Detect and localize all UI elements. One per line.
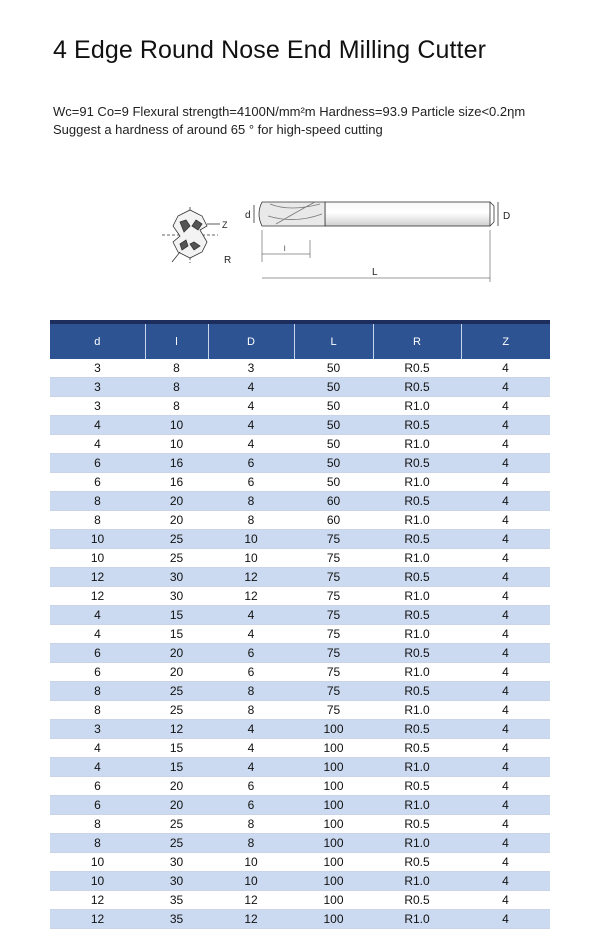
table-cell: 16 xyxy=(145,473,208,492)
table-row xyxy=(50,701,550,720)
table-cell: 4 xyxy=(461,910,550,929)
table-row xyxy=(50,644,550,663)
table-cell: 8 xyxy=(208,492,294,511)
table-cell: 6 xyxy=(50,473,145,492)
table-cell: 35 xyxy=(145,891,208,910)
table-cell: 4 xyxy=(461,644,550,663)
table-cell: 30 xyxy=(145,853,208,872)
table-cell: 4 xyxy=(461,872,550,891)
table-cell: 12 xyxy=(208,587,294,606)
table-cell: 12 xyxy=(208,568,294,587)
table-cell: 60 xyxy=(294,492,373,511)
table-cell: 4 xyxy=(461,397,550,416)
table-cell: 75 xyxy=(294,682,373,701)
table-row xyxy=(50,910,550,929)
table-cell: R0.5 xyxy=(373,644,461,663)
table-cell: 4 xyxy=(461,815,550,834)
table-cell: 4 xyxy=(461,758,550,777)
table-row xyxy=(50,416,550,435)
label-d-small: d xyxy=(245,210,251,221)
table-cell: 20 xyxy=(145,796,208,815)
table-row xyxy=(50,530,550,549)
col-header-d: d xyxy=(50,324,145,359)
table-row xyxy=(50,359,550,378)
table-cell: 6 xyxy=(50,796,145,815)
table-cell: 20 xyxy=(145,511,208,530)
table-cell: R0.5 xyxy=(373,815,461,834)
table-cell: 25 xyxy=(145,701,208,720)
table-cell: 4 xyxy=(461,720,550,739)
table-cell: 100 xyxy=(294,853,373,872)
table-row xyxy=(50,796,550,815)
table-row xyxy=(50,549,550,568)
table-cell: 12 xyxy=(208,910,294,929)
table-row xyxy=(50,758,550,777)
table-cell: 3 xyxy=(50,359,145,378)
label-l-large: L xyxy=(372,267,378,278)
table-cell: 4 xyxy=(208,378,294,397)
table-cell: 8 xyxy=(50,815,145,834)
table-cell: 100 xyxy=(294,796,373,815)
table-cell: 6 xyxy=(50,454,145,473)
table-cell: 75 xyxy=(294,587,373,606)
table-cell: 3 xyxy=(50,378,145,397)
table-cell: R1.0 xyxy=(373,435,461,454)
table-cell: 8 xyxy=(50,492,145,511)
table-cell: R0.5 xyxy=(373,454,461,473)
table-cell: 4 xyxy=(461,587,550,606)
table-cell: R1.0 xyxy=(373,701,461,720)
table-cell: 4 xyxy=(461,416,550,435)
table-cell: 4 xyxy=(208,739,294,758)
table-cell: 8 xyxy=(50,701,145,720)
table-cell: 6 xyxy=(208,777,294,796)
table-row xyxy=(50,872,550,891)
table-cell: 30 xyxy=(145,568,208,587)
table-cell: 8 xyxy=(50,834,145,853)
table-row xyxy=(50,853,550,872)
table-header-row xyxy=(50,324,550,359)
table-cell: R0.5 xyxy=(373,777,461,796)
table-cell: 75 xyxy=(294,625,373,644)
col-header-Z: Z xyxy=(461,324,550,359)
table-cell: 100 xyxy=(294,777,373,796)
table-row xyxy=(50,739,550,758)
cutter-end-view xyxy=(162,207,220,263)
label-r: R xyxy=(224,255,232,266)
table-cell: 4 xyxy=(208,720,294,739)
table-cell: 6 xyxy=(50,663,145,682)
table-cell: 75 xyxy=(294,549,373,568)
table-cell: 4 xyxy=(461,378,550,397)
table-cell: 4 xyxy=(461,853,550,872)
table-cell: 30 xyxy=(145,872,208,891)
table-cell: 4 xyxy=(461,625,550,644)
table-cell: 3 xyxy=(50,720,145,739)
table-cell: 100 xyxy=(294,910,373,929)
table-cell: R0.5 xyxy=(373,682,461,701)
table-cell: 10 xyxy=(50,853,145,872)
col-header-D: D xyxy=(208,324,294,359)
table-cell: 15 xyxy=(145,625,208,644)
table-cell: 4 xyxy=(461,739,550,758)
table-cell: 4 xyxy=(461,891,550,910)
table-cell: 15 xyxy=(145,606,208,625)
table-row xyxy=(50,378,550,397)
table-cell: 4 xyxy=(50,416,145,435)
table-cell: R1.0 xyxy=(373,473,461,492)
table-cell: 10 xyxy=(208,549,294,568)
table-cell: 20 xyxy=(145,777,208,796)
table-cell: 4 xyxy=(461,454,550,473)
table-cell: 6 xyxy=(208,663,294,682)
table-row xyxy=(50,606,550,625)
col-header-L: L xyxy=(294,324,373,359)
table-cell: 4 xyxy=(461,777,550,796)
table-cell: 4 xyxy=(461,606,550,625)
spec-table xyxy=(50,324,550,929)
table-cell: 4 xyxy=(461,682,550,701)
table-cell: R0.5 xyxy=(373,492,461,511)
table-row xyxy=(50,435,550,454)
table-row xyxy=(50,511,550,530)
table-cell: 20 xyxy=(145,492,208,511)
page-title: 4 Edge Round Nose End Milling Cutter xyxy=(53,36,487,64)
table-cell: 4 xyxy=(461,701,550,720)
table-cell: 8 xyxy=(145,378,208,397)
table-cell: 75 xyxy=(294,701,373,720)
table-cell: 100 xyxy=(294,739,373,758)
table-cell: 4 xyxy=(461,492,550,511)
table-row xyxy=(50,587,550,606)
table-cell: 50 xyxy=(294,473,373,492)
table-row xyxy=(50,663,550,682)
table-cell: 12 xyxy=(50,587,145,606)
table-cell: 20 xyxy=(145,644,208,663)
table-cell: 4 xyxy=(461,511,550,530)
table-cell: R0.5 xyxy=(373,891,461,910)
label-d-large: D xyxy=(503,211,511,222)
table-body xyxy=(50,359,550,929)
table-row xyxy=(50,454,550,473)
table-cell: 10 xyxy=(208,872,294,891)
table-cell: 12 xyxy=(208,891,294,910)
table-cell: 50 xyxy=(294,397,373,416)
table-cell: 12 xyxy=(50,910,145,929)
table-cell: 12 xyxy=(50,568,145,587)
table-cell: 75 xyxy=(294,644,373,663)
spec-line-hardness: Suggest a hardness of around 65 ° for high-speed cutting xyxy=(53,122,383,137)
table-row xyxy=(50,815,550,834)
table-cell: 25 xyxy=(145,682,208,701)
table-cell: 4 xyxy=(50,739,145,758)
table-cell: R1.0 xyxy=(373,663,461,682)
table-cell: 12 xyxy=(50,891,145,910)
table-row xyxy=(50,397,550,416)
table-cell: 60 xyxy=(294,511,373,530)
table-cell: 6 xyxy=(50,777,145,796)
table-cell: 6 xyxy=(50,644,145,663)
table-cell: R0.5 xyxy=(373,416,461,435)
spec-table-container xyxy=(50,320,550,929)
table-row xyxy=(50,777,550,796)
table-cell: 4 xyxy=(50,758,145,777)
table-row xyxy=(50,834,550,853)
table-cell: 4 xyxy=(461,435,550,454)
table-cell: 8 xyxy=(208,511,294,530)
table-cell: 6 xyxy=(208,454,294,473)
table-cell: 15 xyxy=(145,758,208,777)
table-cell: 10 xyxy=(50,872,145,891)
table-cell: 4 xyxy=(461,834,550,853)
table-cell: 16 xyxy=(145,454,208,473)
table-cell: 8 xyxy=(208,682,294,701)
table-cell: 75 xyxy=(294,530,373,549)
table-cell: R1.0 xyxy=(373,397,461,416)
table-cell: 15 xyxy=(145,739,208,758)
table-cell: 10 xyxy=(50,549,145,568)
table-row xyxy=(50,473,550,492)
table-cell: 50 xyxy=(294,416,373,435)
table-cell: 20 xyxy=(145,663,208,682)
table-cell: 35 xyxy=(145,910,208,929)
table-cell: 10 xyxy=(145,416,208,435)
table-cell: 50 xyxy=(294,435,373,454)
table-cell: 4 xyxy=(208,416,294,435)
table-cell: R1.0 xyxy=(373,872,461,891)
table-cell: 4 xyxy=(208,606,294,625)
table-cell: R1.0 xyxy=(373,625,461,644)
table-cell: 3 xyxy=(208,359,294,378)
table-cell: 10 xyxy=(208,853,294,872)
table-cell: 100 xyxy=(294,720,373,739)
table-cell: R0.5 xyxy=(373,720,461,739)
table-cell: 3 xyxy=(50,397,145,416)
table-cell: 4 xyxy=(461,530,550,549)
table-cell: R1.0 xyxy=(373,758,461,777)
table-cell: R1.0 xyxy=(373,910,461,929)
table-cell: 50 xyxy=(294,378,373,397)
table-cell: 30 xyxy=(145,587,208,606)
table-row xyxy=(50,720,550,739)
table-cell: 100 xyxy=(294,815,373,834)
table-cell: R1.0 xyxy=(373,511,461,530)
table-cell: 10 xyxy=(145,435,208,454)
table-cell: 75 xyxy=(294,663,373,682)
table-row xyxy=(50,891,550,910)
table-cell: R0.5 xyxy=(373,530,461,549)
table-cell: 12 xyxy=(145,720,208,739)
table-cell: 8 xyxy=(145,359,208,378)
table-cell: 4 xyxy=(461,549,550,568)
table-cell: R0.5 xyxy=(373,739,461,758)
table-cell: R0.5 xyxy=(373,568,461,587)
table-cell: 25 xyxy=(145,549,208,568)
table-cell: 4 xyxy=(208,435,294,454)
table-cell: 4 xyxy=(50,625,145,644)
table-cell: 4 xyxy=(461,568,550,587)
cutter-diagram xyxy=(150,180,530,290)
table-cell: 25 xyxy=(145,530,208,549)
table-cell: 4 xyxy=(208,397,294,416)
table-row xyxy=(50,682,550,701)
table-cell: 8 xyxy=(145,397,208,416)
table-cell: R0.5 xyxy=(373,359,461,378)
table-cell: 8 xyxy=(208,815,294,834)
table-cell: 25 xyxy=(145,815,208,834)
table-cell: 4 xyxy=(208,758,294,777)
table-cell: 6 xyxy=(208,473,294,492)
table-cell: 25 xyxy=(145,834,208,853)
table-cell: 8 xyxy=(50,682,145,701)
table-cell: R0.5 xyxy=(373,853,461,872)
table-cell: 4 xyxy=(50,606,145,625)
table-cell: R0.5 xyxy=(373,378,461,397)
table-cell: 10 xyxy=(50,530,145,549)
table-cell: 75 xyxy=(294,606,373,625)
table-cell: 10 xyxy=(208,530,294,549)
table-row xyxy=(50,492,550,511)
spec-text xyxy=(53,103,525,139)
table-cell: 100 xyxy=(294,872,373,891)
table-cell: 8 xyxy=(50,511,145,530)
table-cell: 50 xyxy=(294,454,373,473)
table-cell: R1.0 xyxy=(373,587,461,606)
table-cell: 4 xyxy=(50,435,145,454)
col-header-R: R xyxy=(373,324,461,359)
table-cell: 4 xyxy=(461,663,550,682)
spec-line-material: Wc=91 Co=9 Flexural strength=4100N/mm²m Hardness=93.9 Particle size<0.2ηm xyxy=(53,104,526,119)
table-cell: R1.0 xyxy=(373,796,461,815)
table-cell: 100 xyxy=(294,834,373,853)
col-header-l: l xyxy=(145,324,208,359)
table-cell: R1.0 xyxy=(373,834,461,853)
table-row xyxy=(50,625,550,644)
table-cell: 75 xyxy=(294,568,373,587)
table-cell: 100 xyxy=(294,758,373,777)
table-cell: 8 xyxy=(208,834,294,853)
table-cell: 4 xyxy=(461,473,550,492)
table-cell: 4 xyxy=(461,796,550,815)
table-cell: 4 xyxy=(208,625,294,644)
table-cell: 100 xyxy=(294,891,373,910)
table-cell: 50 xyxy=(294,359,373,378)
table-cell: 4 xyxy=(461,359,550,378)
label-z: Z xyxy=(222,220,228,230)
table-cell: R1.0 xyxy=(373,549,461,568)
table-cell: R0.5 xyxy=(373,606,461,625)
table-cell: 6 xyxy=(208,644,294,663)
table-cell: 8 xyxy=(208,701,294,720)
table-cell: 6 xyxy=(208,796,294,815)
label-l-small: l xyxy=(284,246,286,253)
table-row xyxy=(50,568,550,587)
